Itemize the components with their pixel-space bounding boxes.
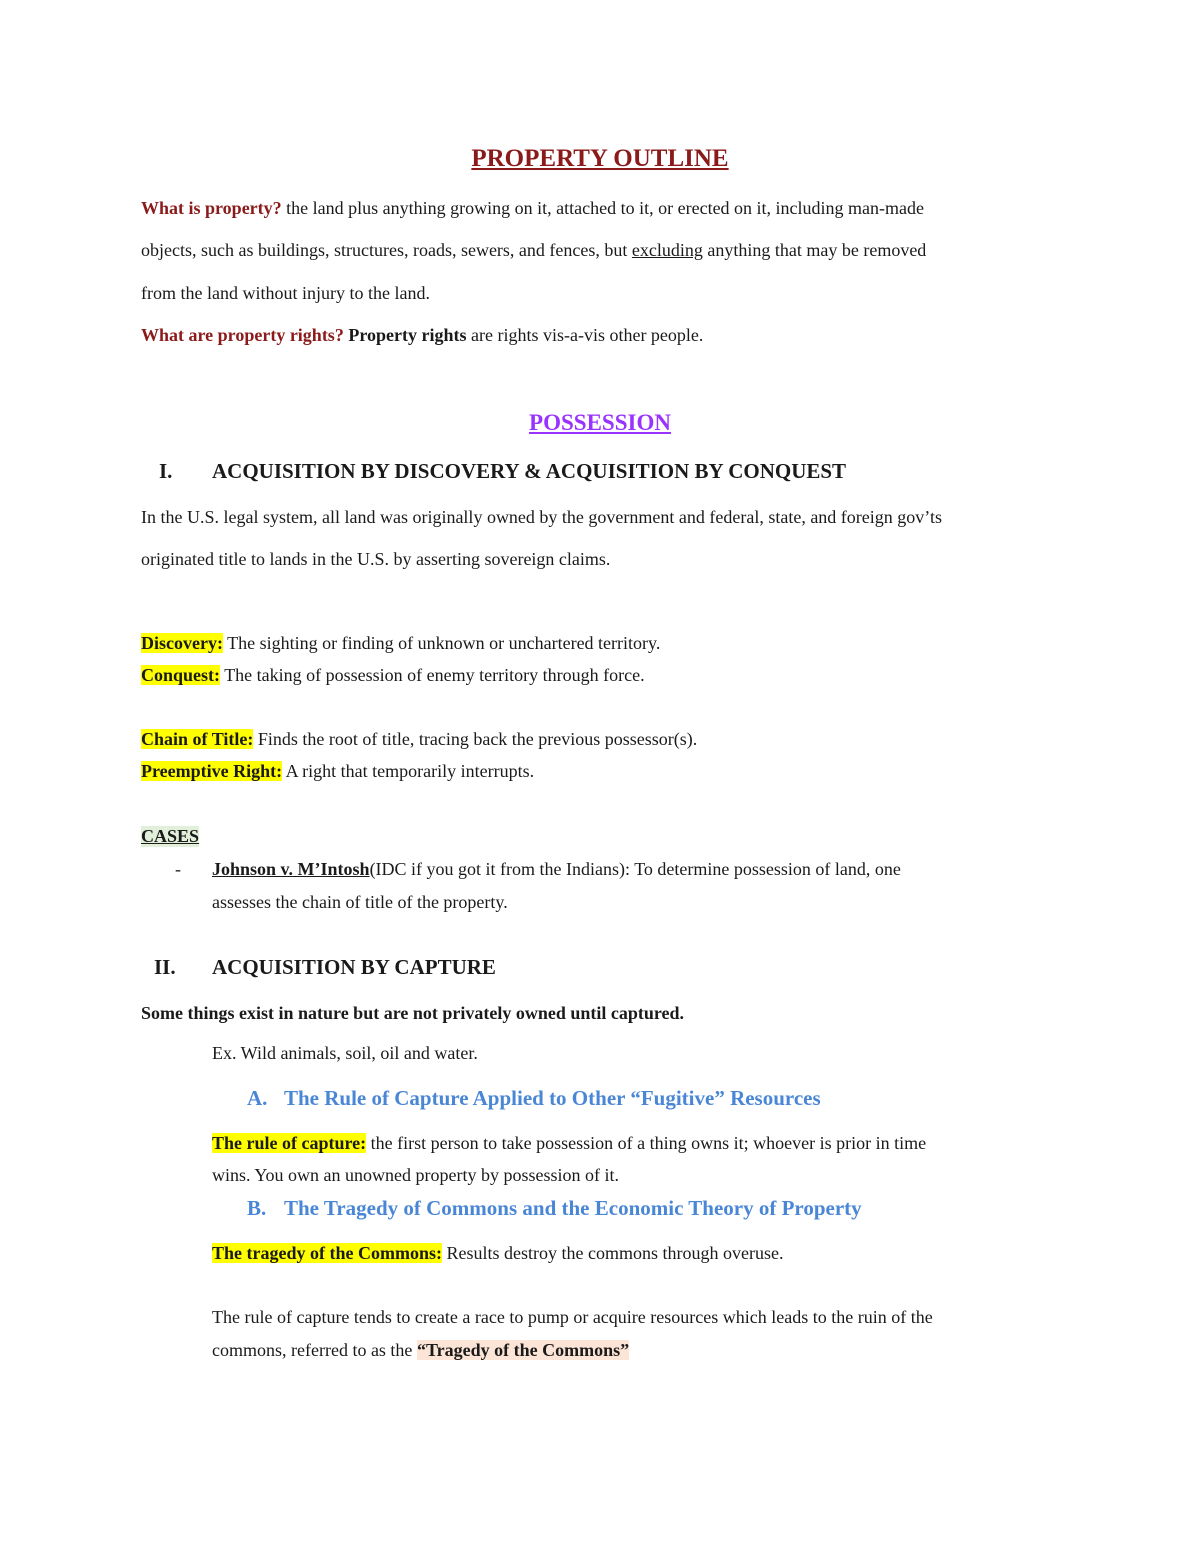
tragedy-definition	[212, 1243, 783, 1264]
subsection-a-title: The Rule of Capture Applied to Other “Fugitive” Resources	[284, 1086, 821, 1110]
rule-of-capture-line-2: wins. You own an unowned property by possession of it.	[212, 1165, 619, 1185]
rule-term: The rule of capture:	[212, 1133, 367, 1153]
section-1-para-line-1: In the U.S. legal system, all land was originally owned by the government and federal, state, and foreign gov’ts	[141, 507, 942, 527]
def-term: Conquest:	[141, 665, 221, 685]
def-text: A right that temporarily interrupts.	[282, 761, 535, 781]
def-term: Preemptive Right:	[141, 761, 283, 781]
possession-heading: POSSESSION	[529, 410, 671, 435]
answer-text: are rights vis-a-vis other people.	[466, 325, 704, 345]
subsection-b-title: The Tragedy of Commons and the Economic Theory of Property	[284, 1196, 862, 1220]
tragedy-text: Results destroy the commons through overuse.	[441, 1243, 784, 1263]
case-line-2: assesses the chain of title of the property.	[212, 892, 508, 912]
def-term: Chain of Title:	[141, 729, 254, 749]
final-para-line-2	[212, 1340, 629, 1361]
case-bullet: -	[175, 859, 181, 879]
case-text: (IDC if you got it from the Indians): To determine possession of land, one	[369, 859, 901, 879]
page-title: PROPERTY OUTLINE	[471, 145, 729, 172]
case-line-1	[212, 859, 901, 880]
subsection-a-label: A.	[247, 1086, 268, 1110]
def-preemptive-right	[141, 761, 534, 782]
def-text: Finds the root of title, tracing back the previous possessor(s).	[253, 729, 698, 749]
section-2-lead: Some things exist in nature but are not privately owned until captured.	[141, 1003, 685, 1023]
answer-text: objects, such as buildings, structures, roads, sewers, and fences, but	[141, 240, 632, 260]
intro-line-1	[141, 198, 924, 219]
subsection-b-label: B.	[247, 1196, 267, 1220]
section-2-number: II.	[154, 955, 176, 979]
def-term: Discovery:	[141, 633, 223, 653]
final-para-line-1: The rule of capture tends to create a race to pump or acquire resources which leads to the ruin of the	[212, 1307, 933, 1327]
intro-line-3: from the land without injury to the land.	[141, 283, 430, 303]
section-2-title: ACQUISITION BY CAPTURE	[212, 955, 496, 979]
section-2-example: Ex. Wild animals, soil, oil and water.	[212, 1043, 478, 1063]
case-name: Johnson v. M’Intosh	[212, 859, 370, 879]
excluding-underlined: excluding	[631, 240, 703, 260]
question-property-rights: What are property rights?	[141, 325, 344, 345]
def-text: The taking of possession of enemy territory through force.	[220, 665, 645, 685]
cases-label: CASES	[141, 826, 200, 846]
answer-text: anything that may be removed	[702, 240, 927, 260]
section-1-number: I.	[159, 459, 173, 483]
def-discovery	[141, 633, 660, 654]
tragedy-term: The tragedy of the Commons:	[212, 1243, 442, 1263]
section-1-para-line-2: originated title to lands in the U.S. by asserting sovereign claims.	[141, 549, 611, 569]
rule-text: the first person to take possession of a thing owns it; whoever is prior in time	[366, 1133, 927, 1153]
answer-text: the land plus anything growing on it, attached to it, or erected on it, including man-made	[281, 198, 925, 218]
intro-line-4	[141, 325, 703, 346]
rule-of-capture-line-1	[212, 1133, 926, 1154]
question-what-is-property: What is property?	[141, 198, 282, 218]
property-rights-bold: Property rights	[343, 325, 467, 345]
tragedy-highlight: “Tragedy of the Commons”	[416, 1340, 630, 1360]
intro-line-2	[141, 240, 926, 261]
def-chain-of-title	[141, 729, 697, 750]
section-1-title: ACQUISITION BY DISCOVERY & ACQUISITION BY CONQUEST	[212, 459, 847, 483]
final-text: commons, referred to as the	[212, 1340, 417, 1360]
def-conquest	[141, 665, 645, 686]
def-text: The sighting or finding of unknown or unchartered territory.	[222, 633, 661, 653]
